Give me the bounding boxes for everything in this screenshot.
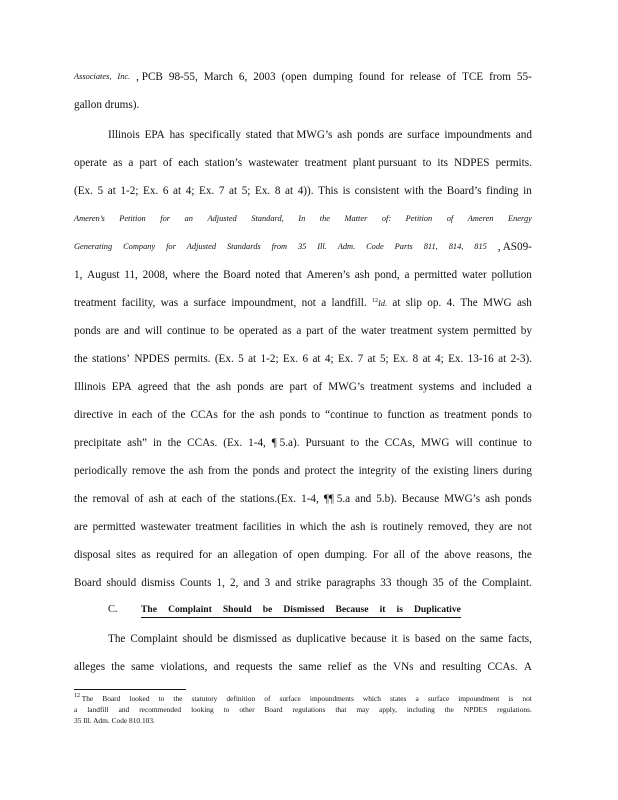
- body-line-9: treatment facility, was a surface impoundment, not a landfill. $^{12}$Id. at slip op. 4. The MWG ash: [74, 297, 532, 309]
- body-line-1: Associates, Inc. , PCB 98-55, March 6, 2003 (open dumping found for release of TCE from 55-: [74, 71, 532, 83]
- footnote-line-1: $^{12}$ The Board looked to the statutory definition of surface impoundments which states a surface impoundment is not: [74, 693, 532, 703]
- body-line-6: Ameren’s Petition for an Adjusted Standard, In the Matter of: Petition of Ameren Energy: [74, 214, 532, 223]
- body-line-11: the stations’ NPDES permits. (Ex. 5 at 1-2; Ex. 6 at 4; Ex. 7 at 5; Ex. 8 at 4; Ex. 13-16 at 2-3).: [74, 353, 532, 365]
- footnote-separator: [74, 689, 186, 690]
- body-line-19: Board should dismiss Counts 1, 2, and 3 and strike paragraphs 33 though 35 of the Complaint.: [74, 577, 532, 589]
- footnote-line-3: 35 Ill. Adm. Code 810.103.: [74, 716, 155, 725]
- section-title: The Complaint Should be Dismissed Because it is Duplicative: [141, 603, 461, 618]
- section-letter: C.: [108, 604, 118, 615]
- body-line-21: alleges the same violations, and requests the same relief as the VNs and resulting CCAs. A: [74, 661, 532, 673]
- body-line-10: ponds are and will continue to be operated as a part of the water treatment system permitted by: [74, 325, 532, 337]
- body-line-12: Illinois EPA agreed that the ash ponds are part of MWG’s treatment systems and included a: [74, 381, 532, 393]
- footnote-line-2: a landfill and recommended looking to other Board regulations that may apply, including the NPDES regulations.: [74, 705, 532, 714]
- body-line-20: The Complaint should be dismissed as duplicative because it is based on the same facts,: [108, 633, 532, 645]
- body-line-4: operate as a part of each station’s wastewater treatment plant pursuant to its NDPES permits.: [74, 157, 532, 169]
- body-line-15: periodically remove the ash from the ponds and protect the integrity of the existing liners during: [74, 465, 532, 477]
- body-line-18: disposal sites as required for an allegation of open dumping. For all of the above reasons, the: [74, 549, 532, 561]
- body-line-14: precipitate ash” in the CCAs. (Ex. 1-4, ¶ 5.a). Pursuant to the CCAs, MWG will continue to: [74, 437, 532, 449]
- body-line-17: are permitted wastewater treatment facilities in which the ash is routinely removed, they are not: [74, 521, 532, 533]
- body-line-7: Generating Company for Adjusted Standards from 35 Ill. Adm. Code Parts 811, 814, 815 , AS09-: [74, 241, 532, 253]
- footnote-ref: 12: [371, 298, 378, 304]
- body-line-3: Illinois EPA has specifically stated that MWG’s ash ponds are surface impoundments and: [108, 129, 532, 141]
- body-line-13: directive in each of the CCAs for the ash ponds to “continue to function as treatment ponds to: [74, 409, 532, 421]
- body-line-8: 1, August 11, 2008, where the Board noted that Ameren’s ash pond, a permitted water pollution: [74, 269, 532, 281]
- footnote-number: 12: [74, 693, 80, 699]
- body-line-16: the removal of ash at each of the stations.(Ex. 1-4, ¶¶ 5.a and 5.b). Because MWG’s ash ponds: [74, 493, 532, 505]
- body-line-5: (Ex. 5 at 1-2; Ex. 6 at 4; Ex. 7 at 5; Ex. 8 at 4)). This is consistent with the Board’s finding in: [74, 185, 532, 197]
- body-line-2: gallon drums).: [74, 99, 140, 111]
